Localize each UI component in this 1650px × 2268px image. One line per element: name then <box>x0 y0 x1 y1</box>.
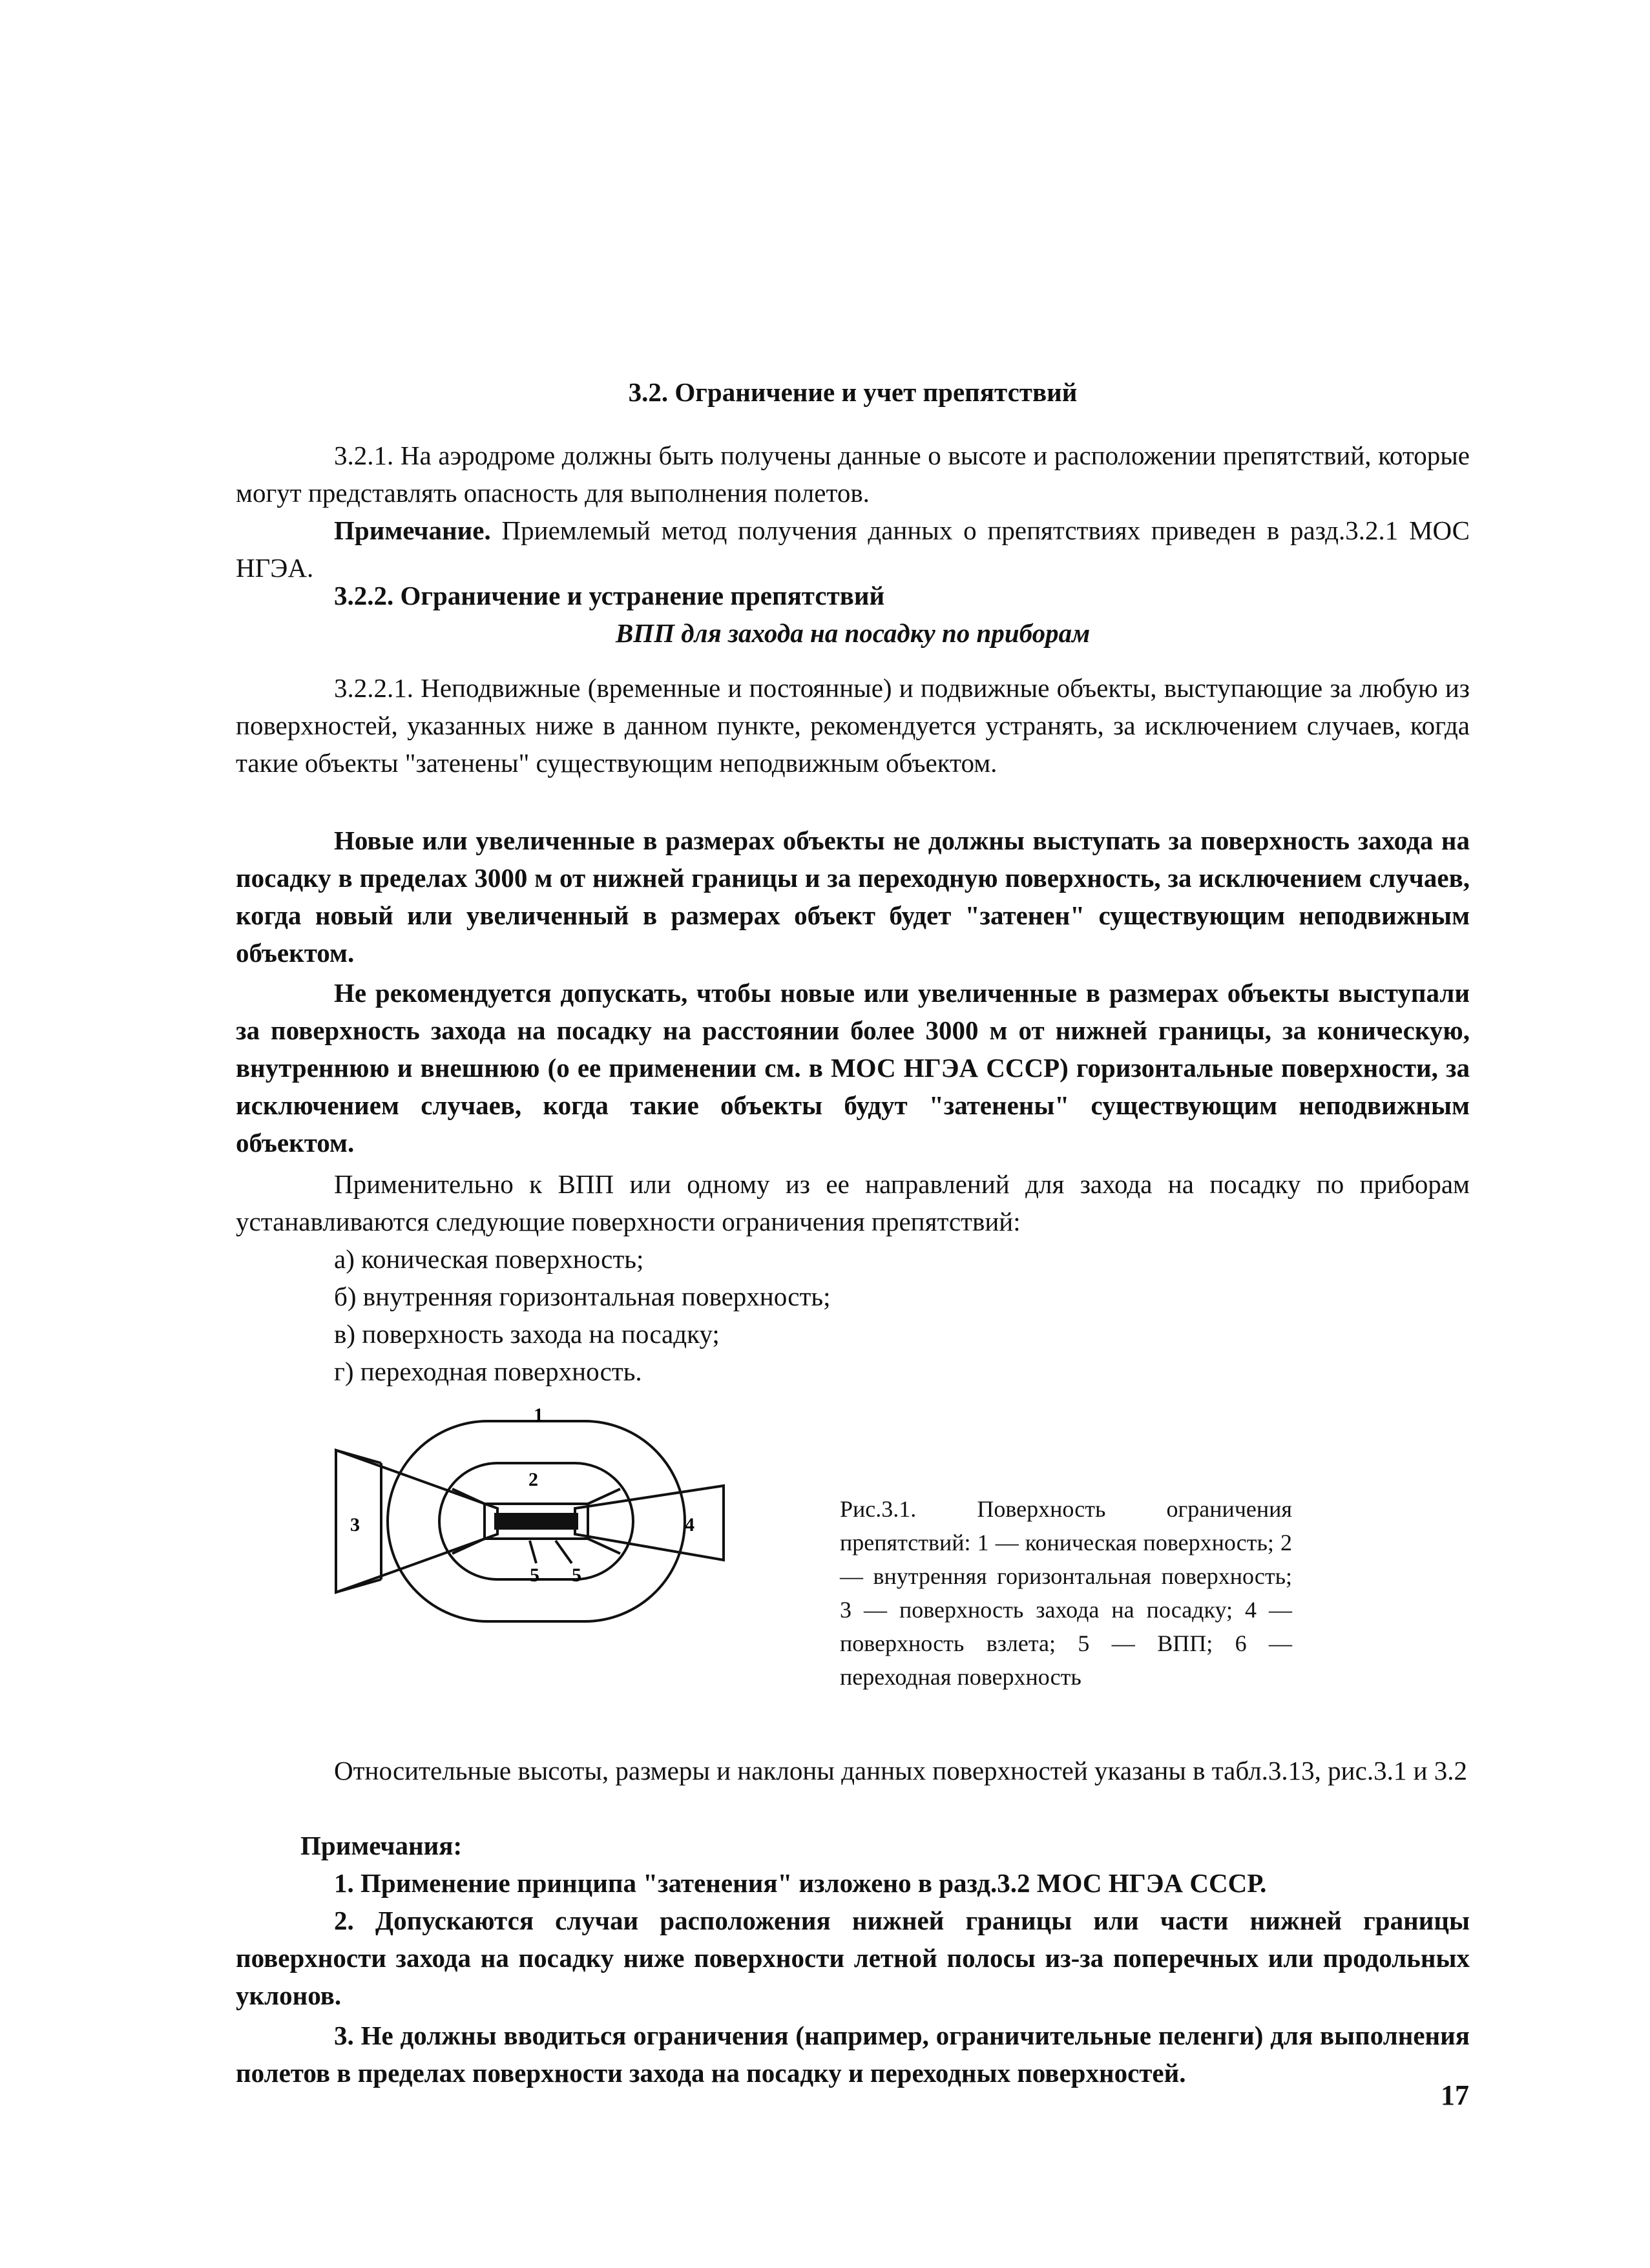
note-item-1: 1. Применение принципа "затенения" изложено в разд.3.2 МОС НГЭА СССР. <box>334 1868 1267 1898</box>
paragraph-not-recommended: Не рекомендуется допускать, чтобы новые или увеличенные в размерах объекты выступали за поверхность захода на посадку на расстоянии более 3000 м от нижней границы, за коническую, внутреннюю и внешнюю (о ее применении см. в МОС НГЭА СССР) горизонтальные поверхности, за исключением случаев, когда такие объекты будут "затенены" существующим неподвижным объектом. <box>236 978 1470 1158</box>
takeoff-surface <box>575 1486 724 1560</box>
paragraph-application: Применительно к ВПП или одному из ее направлений для захода на посадку по приборам устанавливаются следующие поверхности ограничения препятствий: <box>236 1169 1470 1236</box>
subsection-heading-line1: 3.2.2. Ограничение и устранение препятствий <box>334 581 885 610</box>
list-item: б) внутренняя горизонтальная поверхность; <box>334 1282 831 1311</box>
figure-label-4: 4 <box>685 1514 694 1535</box>
paragraph-new-objects: Новые или увеличенные в размерах объекты не должны выступать за поверхность захода на посадку в пределах 3000 м от нижней границы и за переходную поверхность, за исключением случаев, когда новый или увеличенный в размерах объект будет "затенен" существующим неподвижным объектом. <box>236 826 1470 968</box>
note-item-3: 3. Не должны вводиться ограничения (например, ограничительные пеленги) для выполнения полетов в пределах поверхности захода на посадку и переходных поверхностей. <box>236 2021 1470 2088</box>
surface-list <box>334 1240 830 1390</box>
subsection-heading <box>236 577 1470 652</box>
figure-label-5a: 5 <box>530 1565 539 1586</box>
subsection-heading-line2: ВПП для захода на посадку по приборам <box>615 618 1091 648</box>
figure-label-1: 1 <box>534 1408 543 1426</box>
note-text: Приемлемый метод получения данных о препятствиях приведен в разд.3.2.1 МОС НГЭА. <box>236 515 1470 583</box>
runway <box>494 1513 578 1530</box>
list-item: в) поверхность захода на посадку; <box>334 1319 720 1349</box>
figure-obstacle-surfaces <box>323 1408 749 1641</box>
figure-label-3: 3 <box>350 1514 360 1535</box>
figure-label-5b: 5 <box>572 1565 581 1586</box>
paragraph-3-2-2-1: 3.2.2.1. Неподвижные (временные и постоянные) и подвижные объекты, выступающие за любую из поверхностей, указанных ниже в данном пункте, рекомендуется устранять, за исключением случаев, когда такие объекты "затенены" существующим неподвижным объектом. <box>236 673 1470 778</box>
approach-surface <box>336 1450 497 1592</box>
paragraph-3-2-1: 3.2.1. На аэродроме должны быть получены данные о высоте и расположении препятствий, которые могут представлять опасность для выполнения полетов. <box>236 441 1470 508</box>
notes-label: Примечания: <box>300 1831 463 1860</box>
note-item-2: 2. Допускаются случаи расположения нижней границы или части нижней границы поверхности захода на посадку ниже поверхности летной полосы из-за поперечных или продольных уклонов. <box>236 1906 1470 2010</box>
section-heading: 3.2. Ограничение и учет препятствий <box>628 377 1078 407</box>
list-item: а) коническая поверхность; <box>334 1244 644 1274</box>
paragraph-relative-heights: Относительные высоты, размеры и наклоны данных поверхностей указаны в табл.3.13, рис.3.1 и 3.2 <box>334 1756 1468 1785</box>
list-item: г) переходная поверхность. <box>334 1357 642 1386</box>
page-number: 17 <box>1441 2079 1469 2111</box>
figure-label-2: 2 <box>528 1469 538 1490</box>
note-paragraph <box>236 512 1470 587</box>
figure-caption: Рис.3.1. Поверхность ограничения препятствий: 1 — коническая поверхность; 2 — внутренняя горизонтальная поверхность; 3 — поверхность захода на посадку; 4 — поверхность взлета; 5 — ВПП; 6 —переходная поверхность <box>840 1496 1292 1690</box>
note-label: Примечание. <box>334 515 491 545</box>
